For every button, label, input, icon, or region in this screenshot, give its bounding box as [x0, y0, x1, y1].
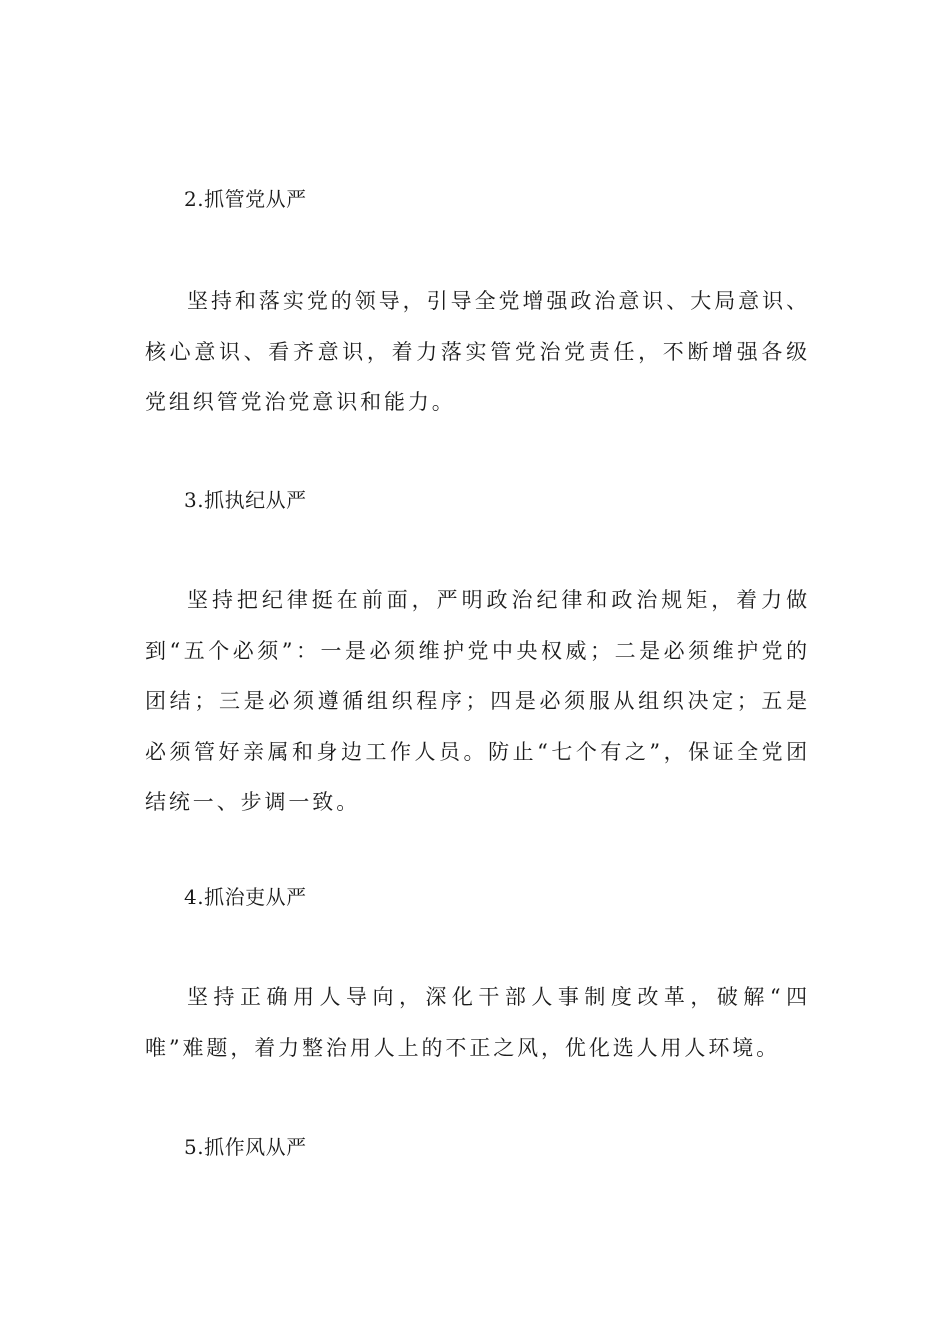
section-heading-3: 3.抓执纪从严	[184, 488, 307, 512]
section-body-3: 坚持把纪律挺在前面，严明政治纪律和政治规矩，着力做到“五个必须”：一是必须维护党中央权威；二是必须维护党的团结；三是必须遵循组织程序；四是必须服从组织决定；五是必须管好亲属和身边工作人员。防止“七个有之”，保证全党团结统一、步调一致。	[145, 588, 810, 814]
section-heading-2: 2.抓管党从严	[184, 187, 307, 211]
section-body-2: 坚持和落实党的领导，引导全党增强政治意识、大局意识、核心意识、看齐意识，着力落实管党治党责任，不断增强各级党组织管党治党意识和能力。	[145, 289, 810, 414]
section-heading-5: 5.抓作风从严	[184, 1135, 307, 1159]
section-heading-4: 4.抓治吏从严	[184, 885, 307, 909]
section-body-4: 坚持正确用人导向，深化干部人事制度改革，破解“四唯”难题，着力整治用人上的不正之风，优化选人用人环境。	[145, 985, 810, 1060]
